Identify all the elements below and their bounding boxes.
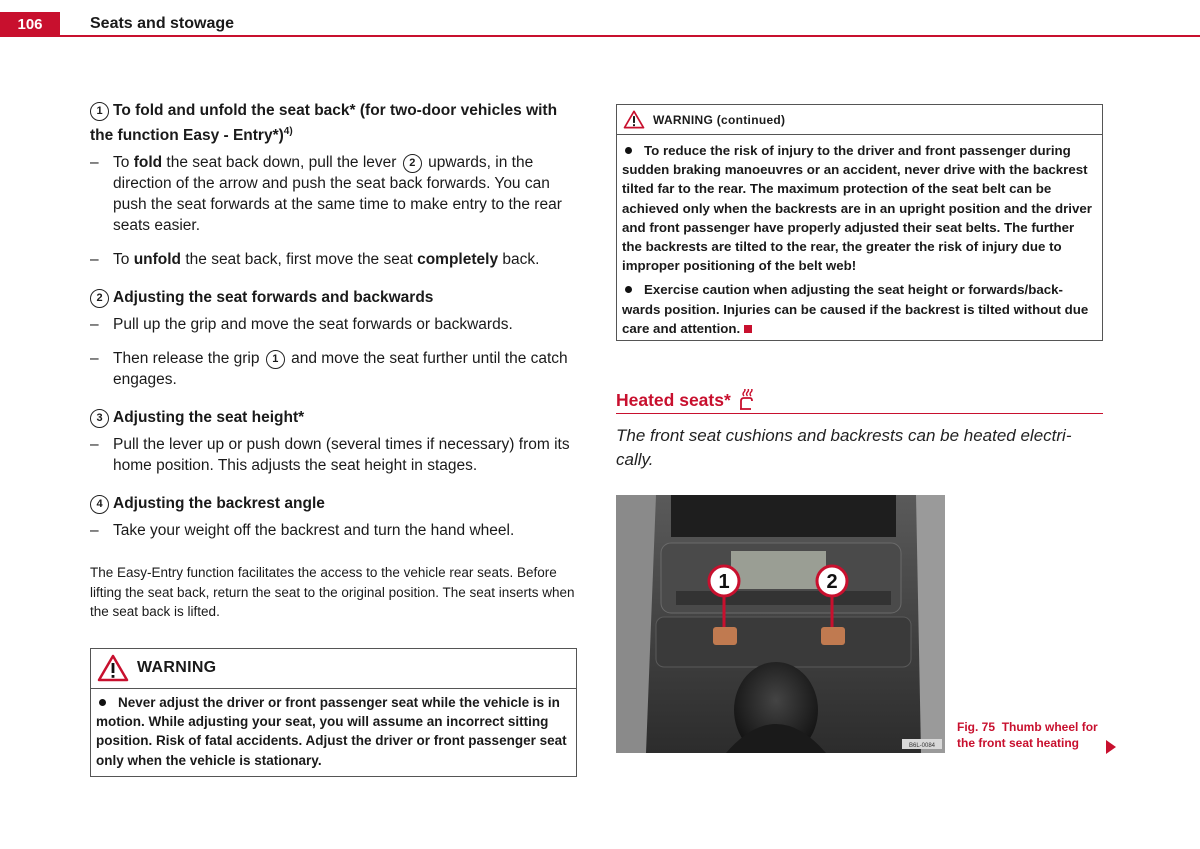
callout-number: 2	[403, 154, 422, 173]
figure-caption	[957, 720, 1102, 751]
section-seat-height-heading	[90, 407, 578, 428]
warning-title: WARNING (continued)	[653, 112, 786, 127]
heading-text: Adjusting the backrest angle	[113, 495, 325, 513]
instruction-grip: – Pull up the grip and move the seat forwards or backwards.	[90, 314, 578, 335]
right-column	[616, 104, 1103, 472]
header-rule	[60, 35, 1200, 37]
heading-text: Adjusting the seat height*	[113, 409, 305, 427]
warning-box	[90, 648, 577, 777]
instruction-backrest: – Take your weight off the backrest and turn the hand wheel.	[90, 520, 578, 541]
warning-triangle-icon	[97, 654, 129, 682]
callout-number: 1	[90, 102, 109, 121]
section-backrest-heading	[90, 493, 578, 514]
bullet-icon	[99, 699, 106, 706]
instruction-height: – Pull the lever up or push down (several times if necessary) from its home position. This adjusts the seat height in stages.	[90, 434, 578, 476]
instruction-unfold: – To unfold the seat back, first move the seat completely back.	[90, 249, 578, 270]
next-page-arrow-icon[interactable]	[1106, 740, 1116, 754]
warning-body: Never adjust the driver or front passenger seat while the vehicle is in motion. While adjusting your seat, you will assume an incorrect sitting position. Risk of fatal accidents. Adjust the driver or front passenger seat only when the vehicle is stationary.	[96, 694, 567, 768]
warning-bullet-2: Exercise caution when adjusting the seat height or forwards/back-wards position. Injuries can be caused if the backrest is tilted without due care and attention.	[622, 282, 1089, 336]
figure-text: Thumb wheel for the front seat heating	[957, 720, 1098, 750]
dashboard-photo-drawing	[616, 495, 945, 753]
callout-number: 1	[266, 350, 285, 369]
warning-body	[617, 135, 1102, 340]
callout-number: 2	[90, 289, 109, 308]
heated-seat-icon	[737, 389, 755, 411]
callout-number: 3	[90, 409, 109, 428]
left-column	[90, 100, 578, 777]
page-number: 106	[0, 12, 60, 37]
heated-seats-intro: The front seat cushions and backrests can be heated electri-cally.	[616, 426, 1072, 470]
footnote-ref: 4)	[283, 126, 293, 137]
photo-callout-1: 1	[718, 571, 730, 593]
warning-title: WARNING	[137, 659, 217, 677]
warning-continued-box	[616, 104, 1103, 341]
section-title: Seats and stowage	[90, 15, 235, 32]
callout-number: 4	[90, 495, 109, 514]
instruction-release: – Then release the grip 1 and move the seat further until the catch engages.	[90, 348, 578, 390]
warning-header	[617, 105, 1102, 135]
heading-text: To fold and unfold the seat back* (for two-door vehicles with the function Easy - Entry*)	[90, 102, 558, 145]
bullet-icon	[625, 147, 632, 154]
dashboard-photo	[616, 495, 945, 753]
photo-code: B6L-0084	[908, 743, 936, 749]
easy-entry-note: The Easy-Entry function facilitates the access to the vehicle rear seats. Before lifting the seat back, return the seat to the original position. The seat inserts when the seat back is lifted.	[90, 565, 575, 620]
bullet-icon	[625, 286, 632, 293]
heated-seats-heading: Heated seats*	[616, 389, 1103, 414]
section-forwards-backwards-heading	[90, 287, 578, 308]
warning-bullet-1: To reduce the risk of injury to the driver and front passenger during sudden braking manoeuvres or an accident, never drive with the backrest tilted far to the rear. The maximum protection of the seat belt can be achieved only when the backrests are in an upright position and the driver and front passenger have properly adjusted their seat belts. The further the backrests are tilted to the rear, the greater the risk of injury due to improper positioning of the belt web!	[622, 143, 1092, 274]
section-fold-unfold-heading	[90, 100, 578, 146]
photo-callout-2: 2	[826, 571, 838, 593]
warning-triangle-icon	[623, 110, 645, 129]
figure-number: Fig. 75	[957, 720, 996, 734]
end-of-section-icon	[744, 325, 752, 333]
warning-header	[91, 649, 576, 689]
heading-text: Adjusting the seat forwards and backwards	[113, 289, 434, 307]
instruction-fold: – To fold the seat back down, pull the lever 2 upwards, in the direction of the arrow and push the seat back forwards. You can push the seat forwards at the same time to make entry to the rear seats easier.	[90, 152, 578, 236]
